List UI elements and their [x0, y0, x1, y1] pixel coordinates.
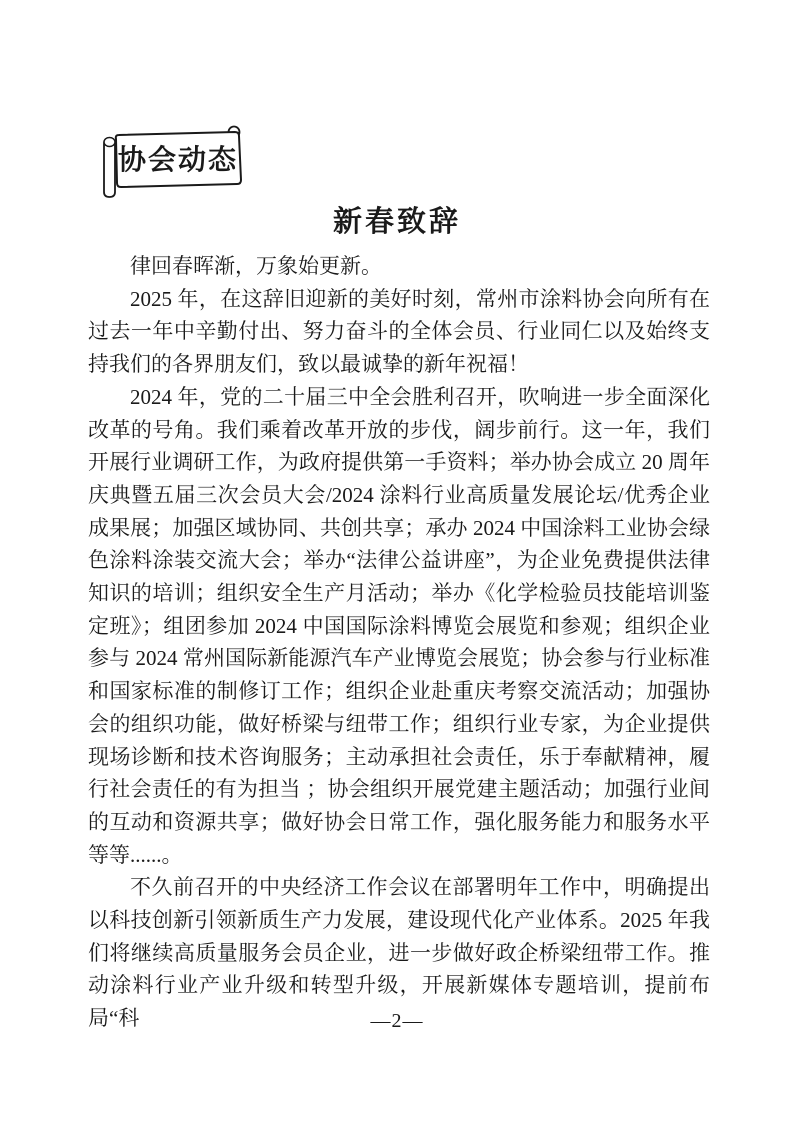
body-paragraph: 律回春晖渐，万象始更新。 [130, 254, 382, 278]
body-paragraph: 2024 年，党的二十届三中全会胜利召开，吹响进一步全面深化改革的号角。我们乘着改革开放的步伐，阔步前行。这一年，我们开展行业调研工作，为政府提供第一手资料；举办协会成立 20 周年庆典暨五届三次会员大会/2024 涂料行业高质量发展论坛/优秀企业成果展；加强区域协同、共创共享；承办 2024 中国涂料工业协会绿色涂料涂装交流大会；举办“法律公益讲座”，为企业免费提供法律知识的培训；组织安全生产月活动；举办《化学检验员技能培训鉴定班》；组团参加 2024 中国国际涂料博览会展览和参观；组织企业参与 2024 常州国际新能源汽车产业博览会展览；协会参与行业标准和国家标准的制修订工作；组织企业赴重庆考察交流活动；加强协会的组织功能，做好桥梁与纽带工作；组织行业专家，为企业提供现场诊断和技术咨询服务；主动承担社会责任，乐于奉献精神，履行社会责任的有为担当 ；协会组织开展党建主题活动；加强行业间的互动和资源共享；做好协会日常工作，强化服务能力和服务水平等等......。 [88, 384, 710, 867]
section-badge-label: 协会动态 [117, 145, 238, 176]
section-badge [100, 122, 252, 200]
page-number: —2— [370, 1010, 424, 1032]
body-paragraph: 2025 年，在这辞旧迎新的美好时刻，常州市涂料协会向所有在过去一年中辛勤付出、努力奋斗的全体会员、行业同仁以及始终支持我们的各界朋友们，致以最诚挚的新年祝福！ [88, 286, 710, 377]
article-title: 新春致辞 [332, 206, 461, 238]
article-body [88, 250, 710, 1035]
body-paragraph: 不久前召开的中央经济工作会议在部署明年工作中，明确提出以科技创新引领新质生产力发展，建设现代化产业体系。2025 年我们将继续高质量服务会员企业，进一步做好政企桥梁纽带工作。推动涂料行业产业升级和转型升级，开展新媒体专题培训，提前布局“科 [88, 875, 710, 1031]
